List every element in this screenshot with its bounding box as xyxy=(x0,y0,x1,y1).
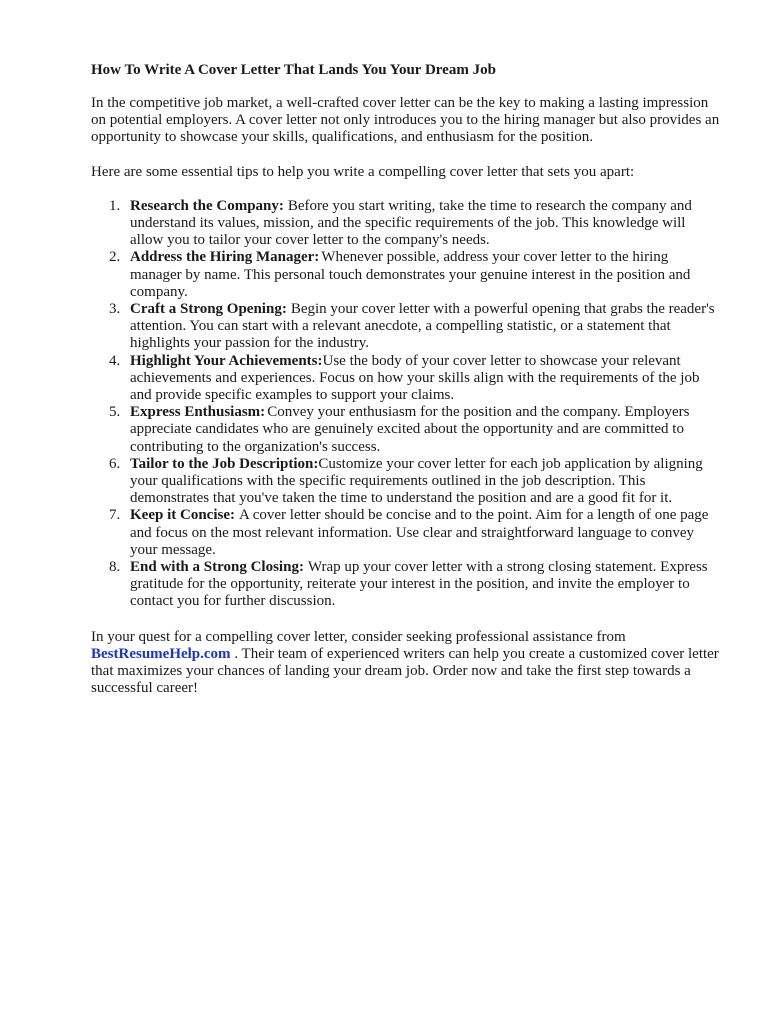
tip-body: Whenever possible, address your cover letter to the hiring manager by name. This personal touch demonstrates your genuine interest in the position and company. xyxy=(130,249,691,300)
tip-heading: Express Enthusiasm: xyxy=(130,404,266,421)
tip-heading: End with a Strong Closing: xyxy=(130,559,304,576)
tip-body: Before you start writing, take the time to research the company and understand its values, mission, and the specific requirements of the job. This knowledge will allow you to tailor your cover letter to the company's needs. xyxy=(130,197,692,249)
tip-heading: Research the Company: xyxy=(130,197,284,214)
tip-heading: Highlight Your Achievements: xyxy=(130,352,323,369)
document-page xyxy=(91,61,721,715)
tip-item xyxy=(91,353,721,405)
tip-number: 5. xyxy=(109,404,121,421)
tip-number: 1. xyxy=(109,197,121,214)
tip-item xyxy=(91,404,721,456)
tip-number: 4. xyxy=(109,352,121,369)
tip-body: Wrap up your cover letter with a strong closing statement. Express gratitude for the opportunity, reiterate your interest in the position, and invite the employer to contact you for further discussion. xyxy=(130,559,708,610)
tip-item xyxy=(91,249,721,301)
tip-heading: Tailor to the Job Description: xyxy=(130,455,319,472)
tip-body: A cover letter should be concise and to the point. Aim for a length of one page and focus on the most relevant information. Use clear and straightforward language to convey your message. xyxy=(130,507,709,558)
tip-number: 2. xyxy=(109,249,121,266)
closing-text-before-link: In your quest for a compelling cover letter, consider seeking professional assistance from xyxy=(91,628,626,645)
tip-item xyxy=(91,198,721,250)
tip-number: 6. xyxy=(109,455,121,472)
tips-list xyxy=(91,198,721,611)
intro-paragraph: In the competitive job market, a well-crafted cover letter can be the key to making a lasting impression on potential employers. A cover letter not only introduces you to the hiring manager but also provides an opportunity to showcase your skills, qualifications, and enthusiasm for the position. xyxy=(91,95,720,146)
tip-body: Begin your cover letter with a powerful opening that grabs the reader's attention. You can start with a relevant anecdote, a compelling statistic, or a statement that highlights your passion for the industry. xyxy=(130,301,715,352)
tip-body: Customize your cover letter for each job application by aligning your qualifications with the specific requirements outlined in the job description. This demonstrates that you've taken the time to understand the position and are a good fit for it. xyxy=(130,455,703,507)
tip-number: 3. xyxy=(109,301,121,318)
tip-item xyxy=(91,507,721,559)
tip-item xyxy=(91,456,721,508)
tip-item xyxy=(91,301,721,353)
closing-paragraph xyxy=(91,629,721,698)
tip-heading: Address the Hiring Manager: xyxy=(130,249,320,266)
document-title: How To Write A Cover Letter That Lands You Your Dream Job xyxy=(91,62,496,78)
tip-body: Use the body of your cover letter to showcase your relevant achievements and experiences. Focus on how your skills align with the requirements of the job and provide specific examples to support your claims. xyxy=(130,352,700,404)
tip-number: 7. xyxy=(109,507,121,524)
tip-body: Convey your enthusiasm for the position and the company. Employers appreciate candidates who are genuinely excited about the opportunity and are committed to contributing to the organization's success. xyxy=(130,404,690,455)
tip-heading: Craft a Strong Opening: xyxy=(130,301,287,318)
bestresumehelp-link[interactable]: BestResumeHelp.com xyxy=(91,645,231,662)
tip-heading: Keep it Concise: xyxy=(130,507,235,524)
tip-number: 8. xyxy=(109,559,121,576)
closing-text-after-link: . Their team of experienced writers can help you create a customized cover letter that maximizes your chances of landing your dream job. Order now and take the first step towards a successful career! xyxy=(91,645,719,697)
tip-item xyxy=(91,559,721,611)
lead-in-paragraph: Here are some essential tips to help you write a compelling cover letter that sets you apart: xyxy=(91,163,635,180)
